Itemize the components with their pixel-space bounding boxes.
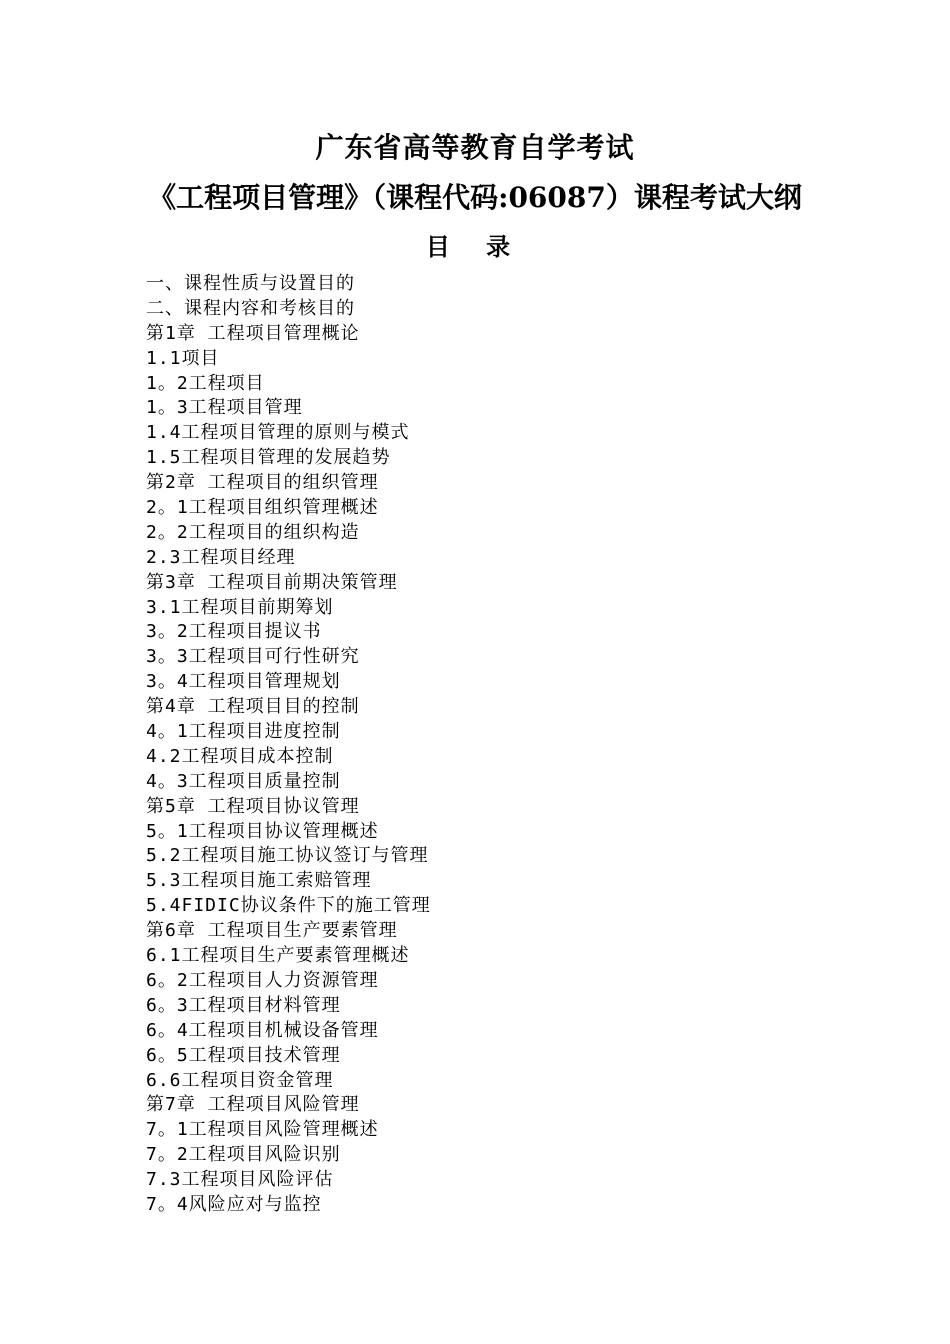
toc-item: 第7章 工程项目风险管理 xyxy=(146,1094,360,1116)
toc-item: 7。2工程项目风险识别 xyxy=(146,1144,341,1166)
toc-item: 5.3工程项目施工索赔管理 xyxy=(146,870,372,892)
toc-item: 6.1工程项目生产要素管理概述 xyxy=(146,945,410,967)
toc-item: 4。1工程项目进度控制 xyxy=(146,721,341,743)
toc-item: 一、课程性质与设置目的 xyxy=(146,273,355,294)
document-subtitle: 《工程项目管理》（课程代码:06087）课程考试大纲 xyxy=(148,181,802,214)
toc-item: 第4章 工程项目目的控制 xyxy=(146,696,360,718)
toc-item: 3。4工程项目管理规划 xyxy=(146,671,341,693)
toc-item: 第2章 工程项目的组织管理 xyxy=(146,472,379,494)
toc-item: 4.2工程项目成本控制 xyxy=(146,745,334,767)
toc-item: 7。1工程项目风险管理概述 xyxy=(146,1119,379,1141)
toc-item: 4。3工程项目质量控制 xyxy=(146,770,341,792)
toc-item: 1.4工程项目管理的原则与模式 xyxy=(146,422,410,444)
toc-item: 5。1工程项目协议管理概述 xyxy=(146,820,379,842)
toc-item: 2。1工程项目组织管理概述 xyxy=(146,497,379,519)
toc-item: 3。2工程项目提议书 xyxy=(146,621,322,643)
toc-item: 1.5工程项目管理的发展趋势 xyxy=(146,447,391,469)
toc-item: 1。2工程项目 xyxy=(146,372,265,394)
toc-item: 6。2工程项目人力资源管理 xyxy=(146,969,379,991)
table-of-contents xyxy=(146,272,431,1218)
toc-item: 1。3工程项目管理 xyxy=(146,397,303,419)
toc-item: 第1章 工程项目管理概论 xyxy=(146,322,360,344)
toc-item: 第6章 工程项目生产要素管理 xyxy=(146,920,398,942)
document-title: 广东省高等教育自学考试 xyxy=(315,131,635,164)
toc-item: 5.4FIDIC协议条件下的施工管理 xyxy=(146,895,431,917)
toc-item: 2。2工程项目的组织构造 xyxy=(146,521,360,543)
toc-item: 二、课程内容和考核目的 xyxy=(146,297,355,319)
toc-item: 1.1项目 xyxy=(146,347,220,369)
toc-item: 2.3工程项目经理 xyxy=(146,546,296,568)
toc-item: 7.3工程项目风险评估 xyxy=(146,1169,334,1191)
toc-heading: 目 录 xyxy=(425,232,525,261)
toc-item: 第3章 工程项目前期决策管理 xyxy=(146,571,398,593)
toc-item: 5.2工程项目施工协议签订与管理 xyxy=(146,845,429,867)
toc-item: 6。3工程项目材料管理 xyxy=(146,994,341,1016)
toc-item: 6.6工程项目资金管理 xyxy=(146,1069,334,1091)
toc-item: 第5章 工程项目协议管理 xyxy=(146,795,360,817)
toc-item: 3。3工程项目可行性研究 xyxy=(146,646,360,668)
toc-item: 6。5工程项目技术管理 xyxy=(146,1044,341,1066)
toc-item: 6。4工程项目机械设备管理 xyxy=(146,1019,379,1041)
toc-item: 7。4风险应对与监控 xyxy=(146,1193,322,1215)
toc-item: 3.1工程项目前期筹划 xyxy=(146,596,334,618)
